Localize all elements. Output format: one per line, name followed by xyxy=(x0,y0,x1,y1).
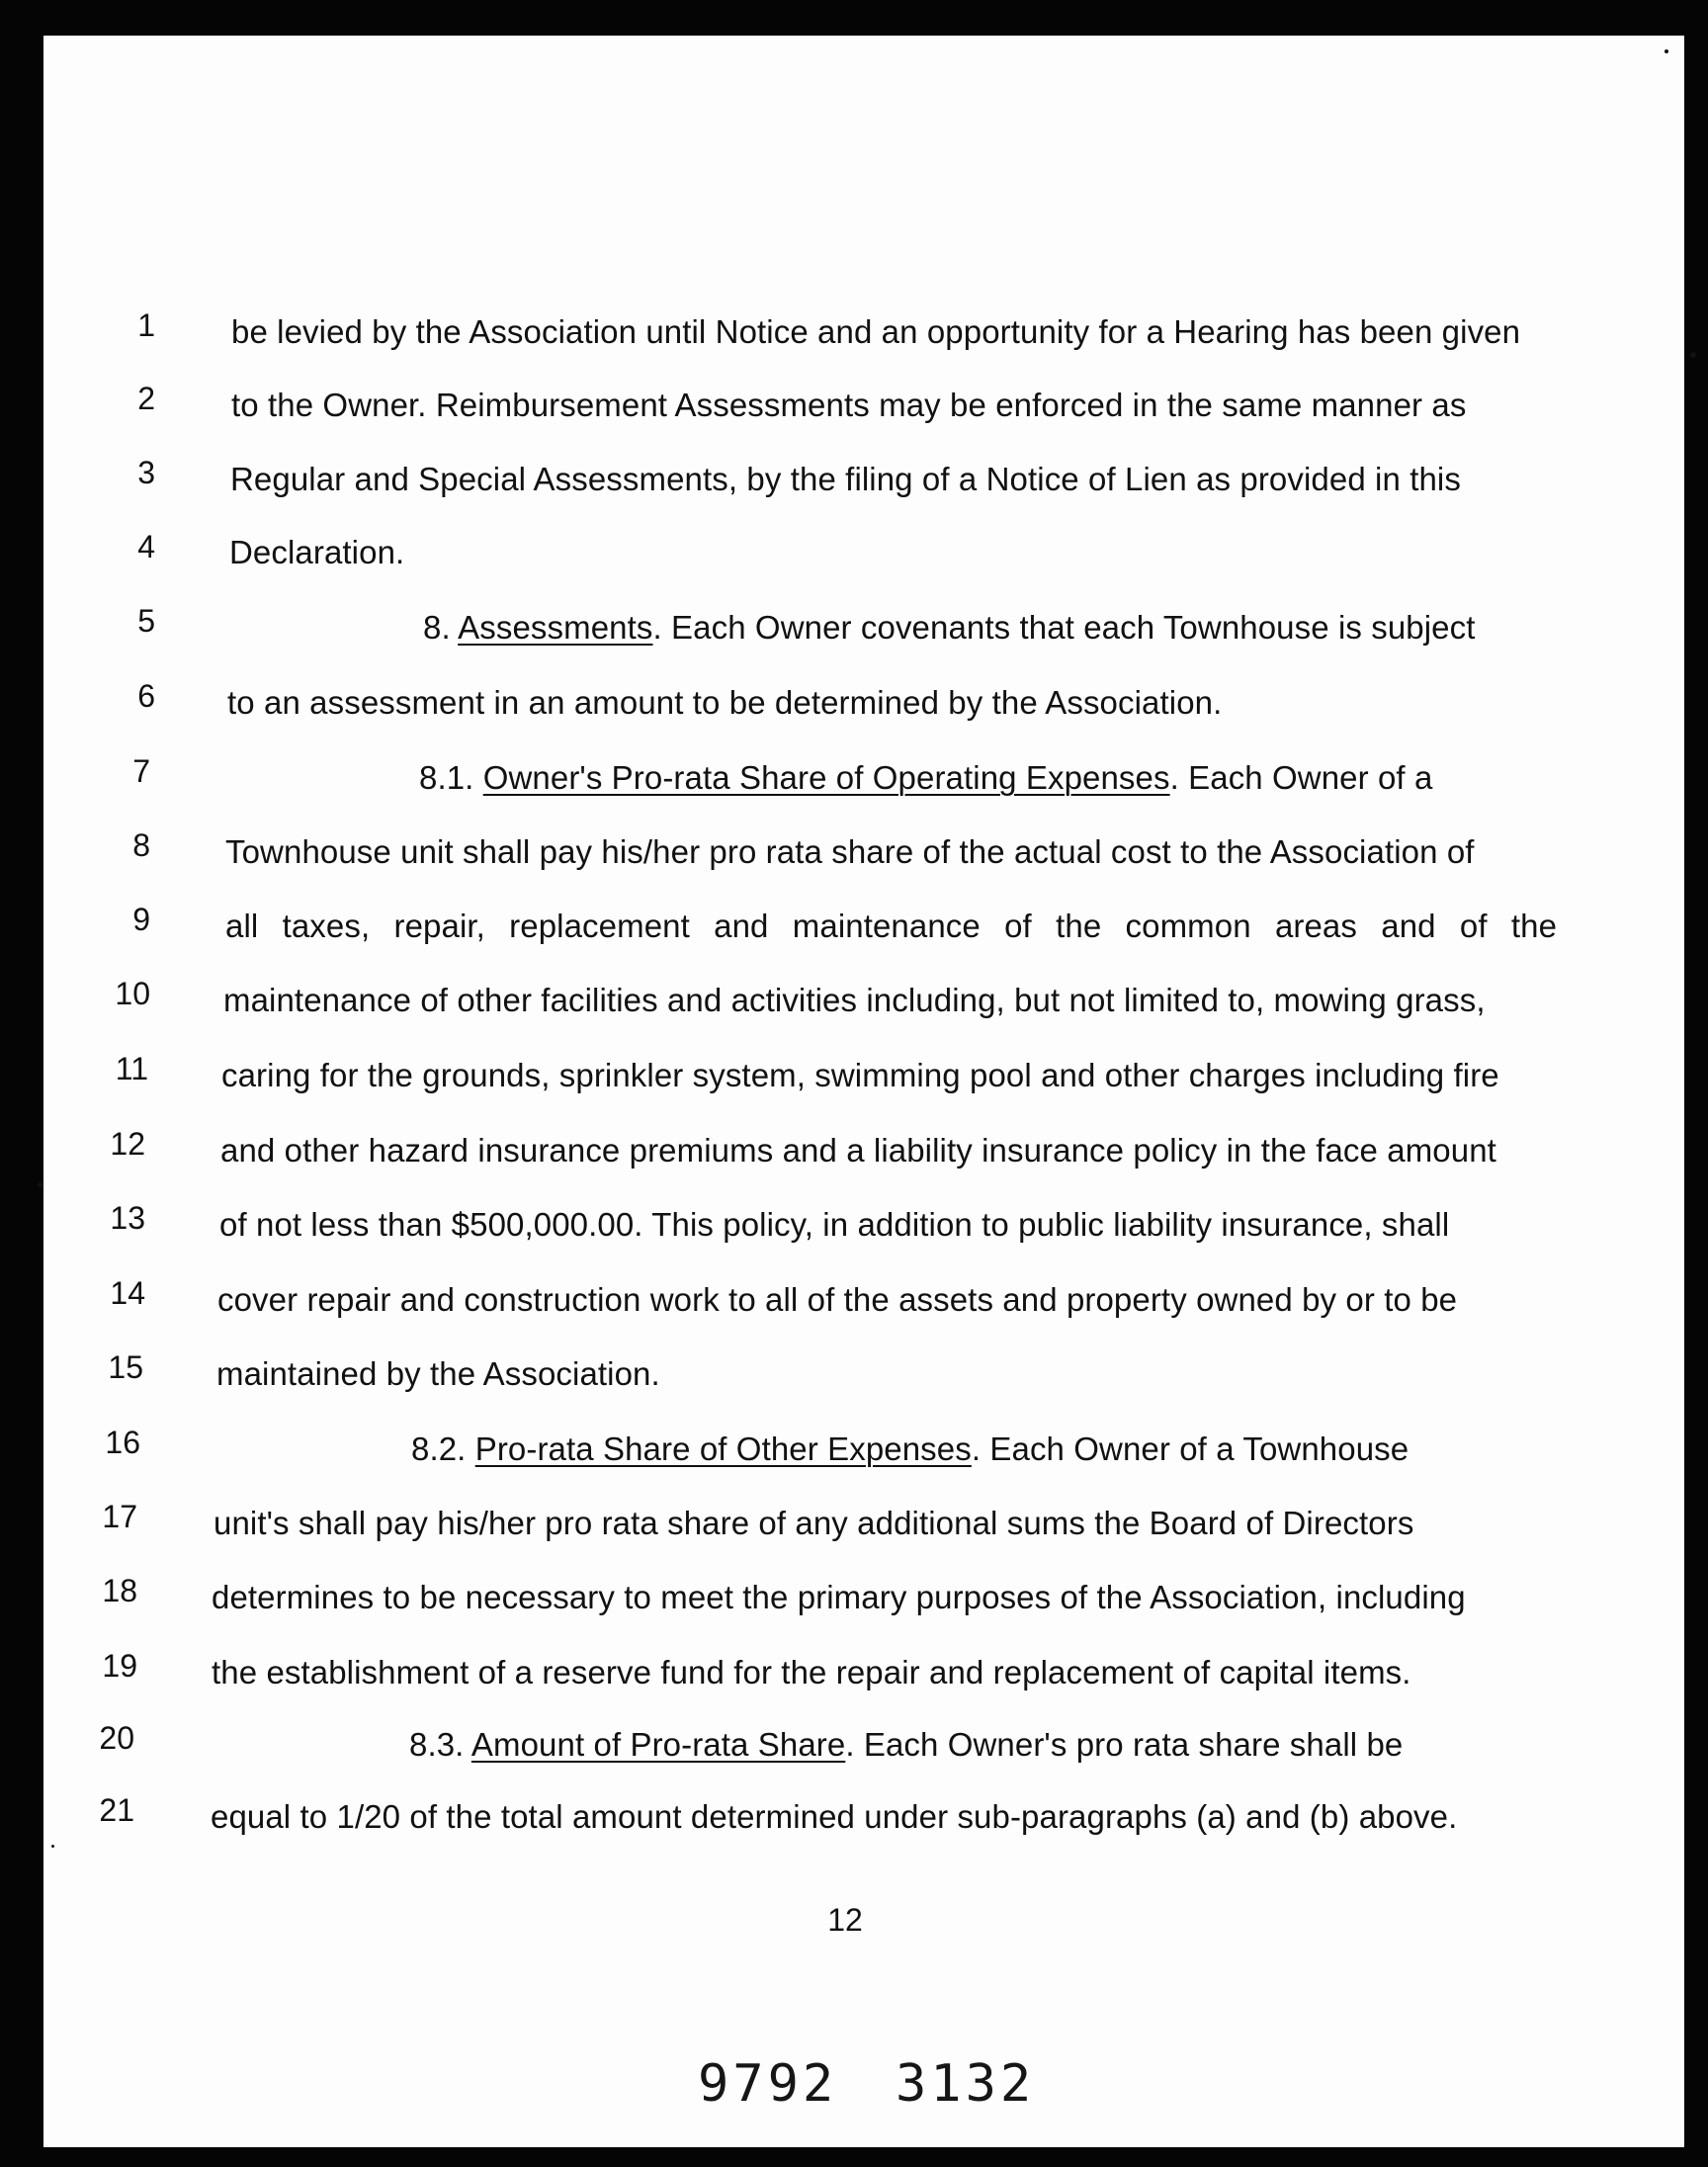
body-line: of not less than $500,000.00. This policy, in addition to public liability insurance, shall xyxy=(219,1206,1450,1243)
page-number: 12 xyxy=(827,1902,863,1938)
body-line: maintenance of other facilities and activities including, but not limited to, mowing grass, xyxy=(223,982,1486,1018)
line-number: 18 xyxy=(102,1573,137,1608)
body-line: equal to 1/20 of the total amount determined under sub-paragraphs (a) and (b) above. xyxy=(211,1798,1458,1835)
line-number: 4 xyxy=(137,529,155,564)
section-heading-pro-rata-amount: Amount of Pro-rata Share xyxy=(470,1726,846,1763)
section-text: . Each Owner's pro rata share shall be xyxy=(845,1726,1404,1763)
line-number: 1 xyxy=(137,307,155,343)
line-number: 9 xyxy=(132,902,150,937)
section-8-3-line xyxy=(409,1726,1403,1764)
line-number: 19 xyxy=(102,1648,137,1684)
line-number: 16 xyxy=(105,1425,140,1460)
body-line: Regular and Special Assessments, by the filing of a Notice of Lien as provided in this xyxy=(230,461,1461,497)
line-number: 20 xyxy=(99,1720,134,1756)
section-heading-operating-expenses: Owner's Pro-rata Share of Operating Expenses xyxy=(482,759,1170,796)
line-number: 7 xyxy=(132,753,150,789)
line-number: 11 xyxy=(115,1051,148,1086)
section-text: . Each Owner of a Townhouse xyxy=(971,1430,1409,1467)
line-number: 13 xyxy=(110,1200,145,1236)
section-text: . Each Owner of a xyxy=(1169,759,1433,796)
section-number: 8.1. xyxy=(419,759,483,796)
recording-stamp-right: 3132 xyxy=(896,2054,1036,2114)
section-text: . Each Owner covenants that each Townhouse is subject xyxy=(652,609,1476,646)
line-number: 17 xyxy=(102,1499,137,1534)
line-number: 15 xyxy=(108,1349,143,1385)
section-8-2-line xyxy=(411,1430,1409,1468)
section-number: 8.3. xyxy=(409,1726,471,1763)
line-number: 8 xyxy=(132,827,150,863)
line-number: 14 xyxy=(110,1275,145,1311)
body-line: to an assessment in an amount to be determined by the Association. xyxy=(227,684,1223,721)
body-line: unit's shall pay his/her pro rata share of any additional sums the Board of Directors xyxy=(214,1505,1414,1541)
recording-stamp-left: 9792 xyxy=(698,2054,838,2114)
body-line: Declaration. xyxy=(229,534,405,570)
section-number: 8. xyxy=(423,609,459,646)
section-8-1-line xyxy=(419,759,1432,797)
line-number: 10 xyxy=(115,976,150,1011)
line-number: 12 xyxy=(110,1126,145,1162)
scan-speck xyxy=(1690,352,1696,358)
section-heading-assessments: Assessments xyxy=(458,609,653,646)
section-number: 8.2. xyxy=(411,1430,475,1467)
body-line: cover repair and construction work to all of the assets and property owned by or to be xyxy=(217,1281,1458,1318)
line-number: 5 xyxy=(137,603,155,639)
scan-speck xyxy=(51,1845,54,1848)
section-heading-other-expenses: Pro-rata Share of Other Expenses xyxy=(474,1430,972,1467)
body-line: the establishment of a reserve fund for the repair and replacement of capital items. xyxy=(212,1654,1411,1690)
line-number: 21 xyxy=(99,1792,134,1828)
body-line: all taxes, repair, replacement and maintenance of the common areas and of the xyxy=(225,908,1558,944)
body-line: be levied by the Association until Notice and an opportunity for a Hearing has been given xyxy=(231,313,1521,350)
scan-speck xyxy=(1665,49,1668,53)
line-number: 6 xyxy=(137,678,155,714)
body-line: Townhouse unit shall pay his/her pro rata share of the actual cost to the Association of xyxy=(225,833,1475,870)
body-line: and other hazard insurance premiums and a liability insurance policy in the face amount xyxy=(220,1132,1496,1169)
scan-speck xyxy=(38,1182,43,1187)
section-8-line xyxy=(423,609,1476,647)
body-line: maintained by the Association. xyxy=(216,1355,660,1392)
line-number: 3 xyxy=(137,455,155,490)
body-line: caring for the grounds, sprinkler system, swimming pool and other charges including fire xyxy=(221,1057,1499,1093)
body-line: determines to be necessary to meet the primary purposes of the Association, including xyxy=(212,1579,1466,1615)
body-line: to the Owner. Reimbursement Assessments may be enforced in the same manner as xyxy=(231,387,1467,423)
line-number: 2 xyxy=(137,381,155,416)
